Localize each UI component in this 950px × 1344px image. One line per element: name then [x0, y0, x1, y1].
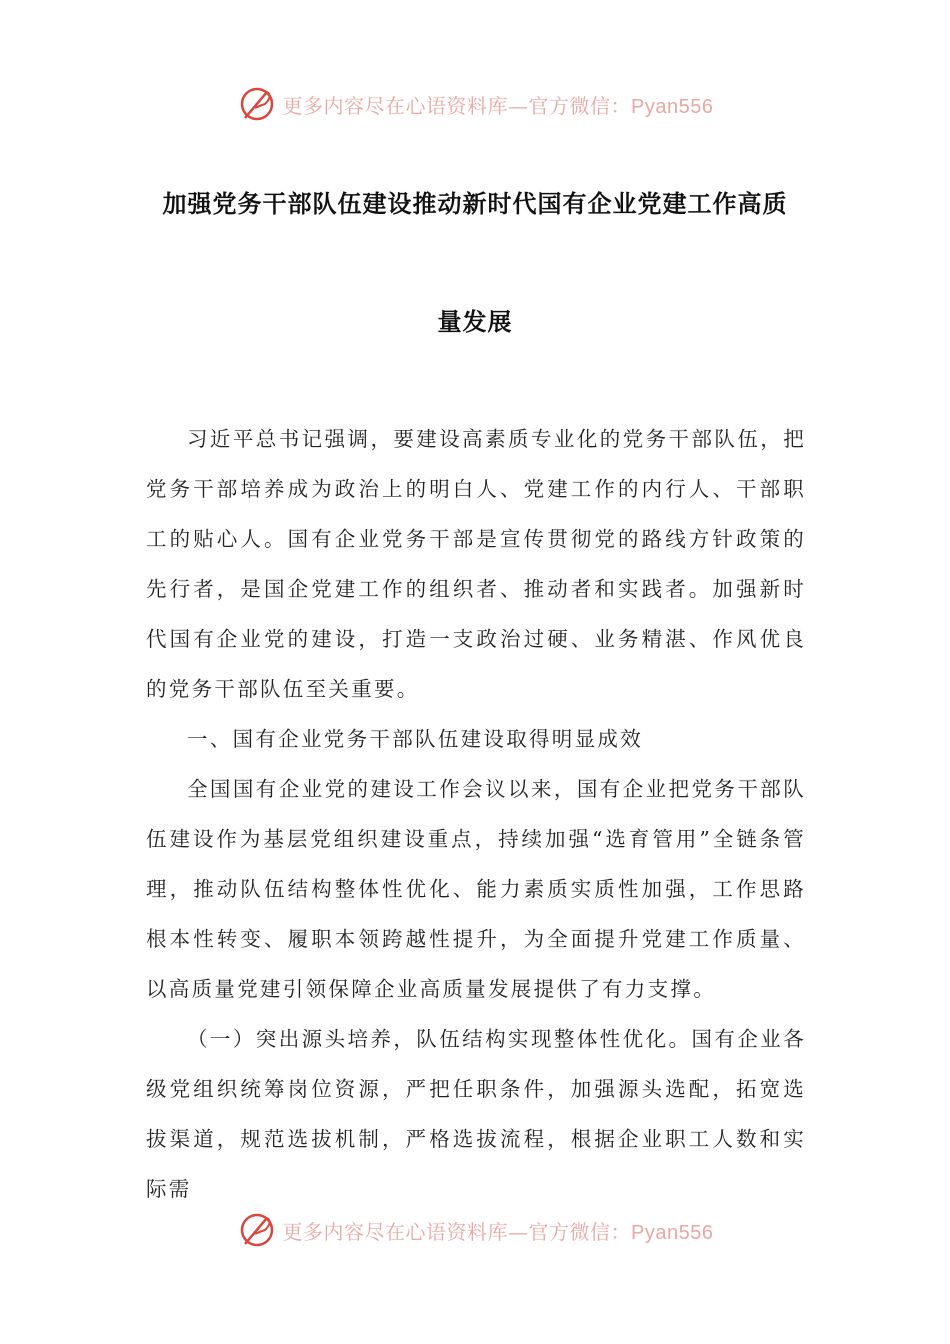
document-title-line-2: 量发展: [437, 308, 513, 336]
paragraph: （一）突出源头培养，队伍结构实现整体性优化。国有企业各级党组织统筹岗位资源，严把任职条件，加强源头选配，拓宽选拔渠道，规范选拔机制，严格选拔流程，根据企业职工人数和实际需: [146, 1027, 806, 1201]
paragraph: 习近平总书记强调，要建设高素质专业化的党务干部队伍，把党务干部培养成为政治上的明白人、党建工作的内行人、干部职工的贴心人。国有企业党务干部是宣传贯彻党的路线方针政策的先行者，是国企党建工作的组织者、推动者和实践者。加强新时代国有企业党的建设，打造一支政治过硬、业务精湛、作风优良的党务干部队伍至关重要。: [146, 427, 806, 701]
section-heading: 一、国有企业党务干部队伍建设取得明显成效: [187, 727, 643, 751]
watermark-banner-bottom: [0, 1208, 950, 1252]
quill-logo-icon: [237, 84, 277, 124]
watermark-text: 更多内容尽在心语资料库—官方微信：Pyan556: [282, 1219, 714, 1244]
quill-logo-icon: [237, 1210, 277, 1250]
paragraph: 全国国有企业党的建设工作会议以来，国有企业把党务干部队伍建设作为基层党组织建设重点，持续加强“选育管用”全链条管理，推动队伍结构整体性优化、能力素质实质性加强，工作思路根本性转变、履职本领跨越性提升，为全面提升党建工作质量、以高质量党建引领保障企业高质量发展提供了有力支撑。: [146, 777, 806, 1001]
document-body: [146, 414, 806, 1214]
watermark-text: 更多内容尽在心语资料库—官方微信：Pyan556: [282, 93, 714, 118]
watermark-banner-top: [0, 82, 950, 126]
document-title-line-1: 加强党务干部队伍建设推动新时代国有企业党建工作高质: [162, 190, 788, 218]
